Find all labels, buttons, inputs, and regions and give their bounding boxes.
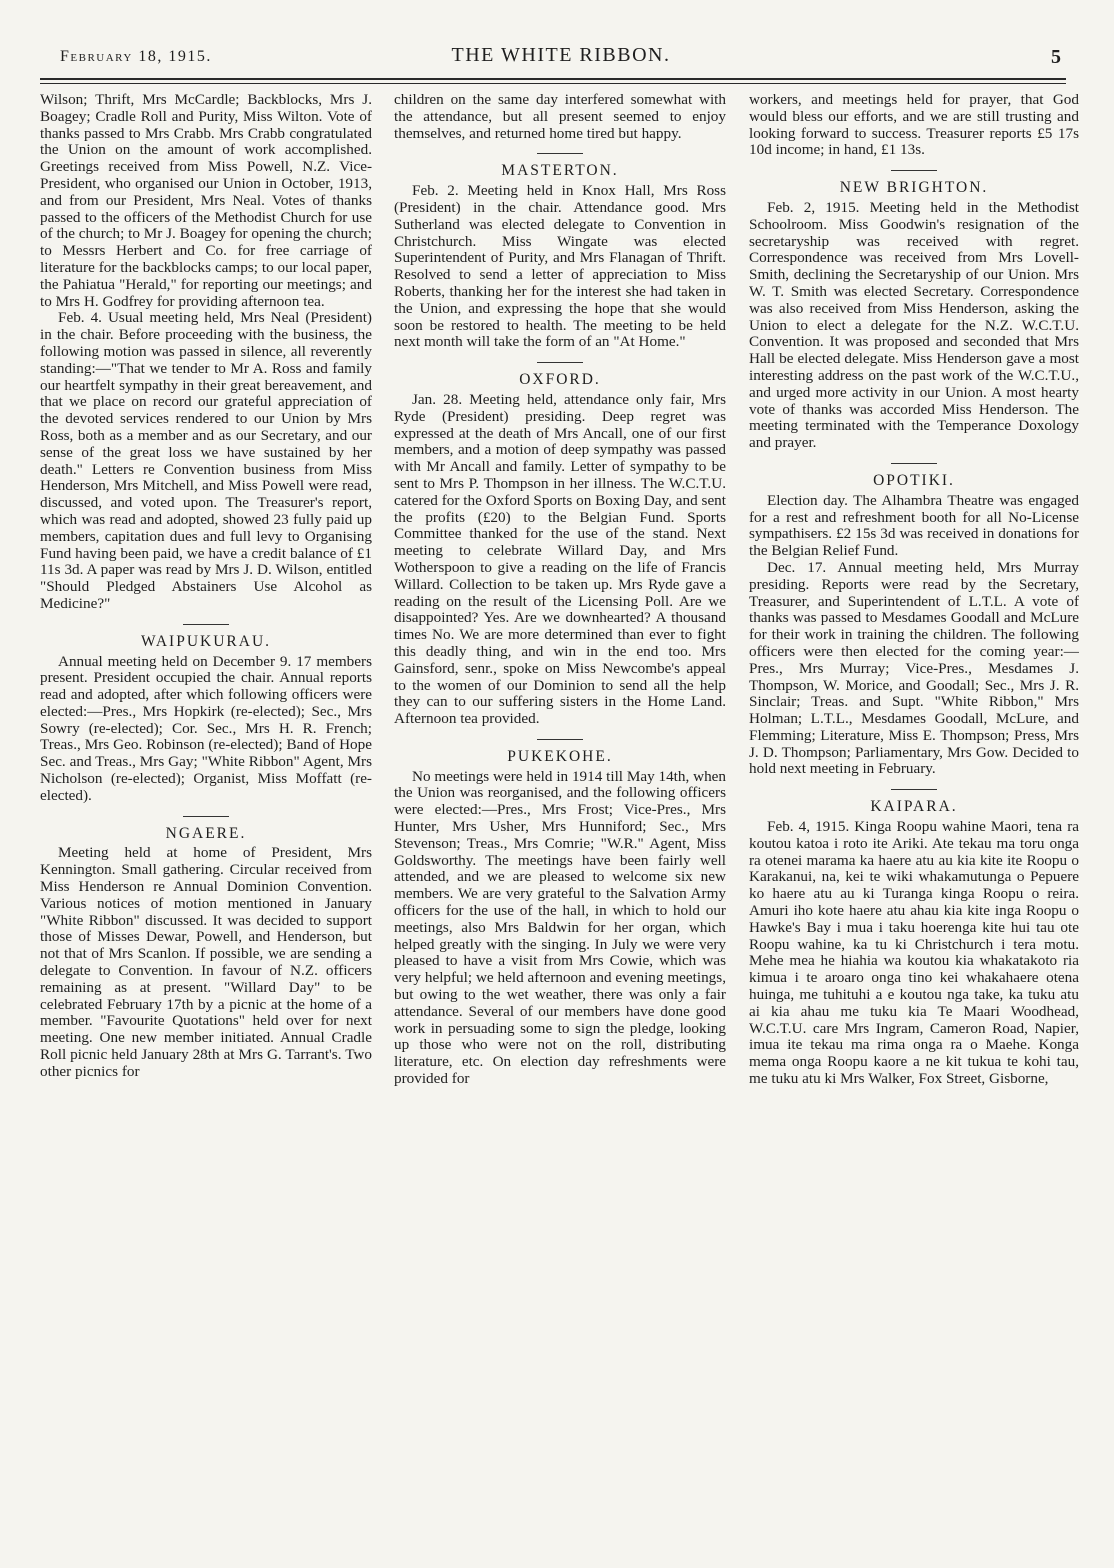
article-paragraph: Feb. 4. Usual meeting held, Mrs Neal (President) in the chair. Before proceeding with the business, the following motion was passed in silence, all reverently standing:—"That we tender to Mr A. Ross and family our heartfelt sympathy in their great bereavement, and that we place on record our grateful appreciation of the devoted services rendered to our Union by Mrs Ross, both as a member and as our Secretary, and our sense of the great loss we have sustained by her death." Letters re Convention business from Miss Henderson, Mrs Mitchell, and Miss Powell were read, discussed, and voted upon. The Treasurer's report, which was read and adopted, showed 23 fully paid up members, capitation dues and full levy to Organising Fund having been paid, we have a credit balance of £1 11s 3d. A paper was read by Mrs J. D. Wilson, entitled "Should Pledged Abstainers Use Alcohol as Medicine?" (40, 309, 372, 612)
column-1 (40, 92, 372, 1552)
article-paragraph: Feb. 2, 1915. Meeting held in the Methodist Schoolroom. Miss Goodwin's resignation of the secretaryship was received with regret. Correspondence was received from Mrs Lovell-Smith, declining the Secretaryship of our Union. Mrs W. T. Smith was elected Secretary. Correspondence was also received from Miss Henderson, asking the Union to elect a delegate for the N.Z. W.C.T.U. Convention. It was proposed and seconded that Mrs Hall be elected delegate. Miss Henderson gave a most interesting address on the past work of the W.C.T.U., and urged more activity in our Union. A most hearty vote of thanks was accorded Miss Henderson. The meeting terminated with the Temperance Doxology and prayer. (749, 198, 1079, 452)
masthead-title: THE WHITE RIBBON. (451, 44, 671, 66)
section-divider (891, 170, 937, 171)
section-heading: OPOTIKI. (873, 471, 955, 489)
column-2 (394, 92, 726, 1552)
issue-date: February 18, 1915. (60, 48, 212, 65)
page-number: 5 (1051, 46, 1062, 68)
article-paragraph: Dec. 17. Annual meeting held, Mrs Murray presiding. Reports were read by the Secretary, Treasurer, and Superintendent of L.T.L. A vote of thanks was passed to Mesdames Goodall and McLure for their work in training the children. The following officers were then elected for the coming year:—Pres., Mrs Murray; Vice-Pres., Mesdames J. Thompson, W. Morice, and Goodall; Sec., Mrs J. R. Sinclair; Treas. and Supt. "White Ribbon," Mrs Holman; L.T.L., Mesdames Goodall, McLure, and Flemming; Literature, Miss E. Thompson; Press, Mrs J. D. Thompson; Parliamentary, Mrs Gow. Decided to hold next meeting in February. (749, 558, 1079, 778)
section-divider (537, 153, 583, 154)
article-paragraph: Feb. 2. Meeting held in Knox Hall, Mrs Ross (President) in the chair. Attendance good. Mrs Sutherland was elected delegate to Convention in Christchurch. Miss Wingate was elected Superintendent of Purity, and Mrs Flanagan of Thrift. Resolved to send a letter of appreciation to Miss Roberts, thanking her for the interest she had taken in the Union, and expressing the hope that she would soon be restored to health. The meeting to be held next month will take the form of an "At Home." (394, 182, 726, 351)
section-divider (537, 362, 583, 363)
section-heading: NGAERE. (165, 824, 247, 842)
section-heading: PUKEKOHE. (507, 747, 613, 765)
article-paragraph: No meetings were held in 1914 till May 14th, when the Union was reorganised, and the following officers were elected:—Pres., Mrs Frost; Vice-Pres., Mrs Hunter, Mrs Usher, Mrs Hunniford; Sec., Mrs Stevenson; Treas., Mrs Comrie; "W.R." Agent, Miss Goldsworthy. The meetings have been fairly well attended, and we are pleased to welcome six new members. We are very grateful to the Salvation Army officers for the use of the hall, in which to hold our meetings, also Mrs Baldwin for her organ, which helped greatly with the singing. In July we were very pleased to have a visit from Mrs Cowie, which was very helpful; we held afternoon and evening meetings, but owing to the wet weather, there was only a fair attendance. Several of our members have done good work in persuading some to sign the pledge, looking up those who were not on the roll, distributing literature, etc. On election day refreshments were provided for (394, 767, 726, 1088)
header-rule-thin (40, 83, 1066, 84)
article-paragraph: Election day. The Alhambra Theatre was engaged for a rest and refreshment booth for all No-License sympathisers. £2 15s 3d was received in donations for the Belgian Relief Fund. (749, 491, 1079, 560)
article-paragraph: workers, and meetings held for prayer, that God would bless our efforts, and we are still trusting and looking forward to success. Treasurer reports £5 17s 10d income; in hand, £1 13s. (749, 92, 1079, 159)
page-header (60, 44, 1062, 72)
section-divider (891, 789, 937, 790)
section-divider (183, 624, 229, 625)
article-paragraph: Jan. 28. Meeting held, attendance only fair, Mrs Ryde (President) presiding. Deep regret was expressed at the death of Mrs Ancall, one of our first members, and a motion of deep sympathy was passed with Mr Ancall and family. Letter of sympathy to be sent to Mrs P. Thompson in her illness. The W.C.T.U. catered for the Oxford Sports on Boxing Day, and sent the profits (£20) to the Belgian Fund. Sports Committee thanked for the use of the stand. Next meeting to celebrate Willard Day, and Mrs Wotherspoon to give a reading on the life of Francis Willard. Collection to be taken up. Mrs Ryde gave a reading on the result of the Licensing Poll. Are we disappointed? Yes. Are we downhearted? A thousand times No. We are more determined than ever to fight this deadly thing, and win in the end too. Mrs Gainsford, senr., spoke on Miss Newcombe's appeal to the women of our Dominion to send all the help they can to our suffering sisters in the Home Land. Afternoon tea provided. (394, 390, 726, 728)
section-divider (183, 816, 229, 817)
section-heading: KAIPARA. (870, 798, 958, 816)
section-heading: MASTERTON. (501, 162, 619, 180)
article-paragraph: Meeting held at home of President, Mrs Kennington. Small gathering. Circular received from Miss Henderson re Annual Dominion Convention. Various notices of motion mentioned in January "White Ribbon" discussed. It was decided to support those of Misses Dewar, Powell, and Henderson, but not that of Mrs Scanlon. If possible, we are sending a delegate to Convention. In favour of N.Z. officers remaining as at present. "Willard Day" to be celebrated February 17th by a picnic at the home of a member. "Favourite Quotations" held over for next meeting. One new member initiated. Annual Cradle Roll picnic held January 28th at Mrs G. Tarrant's. Two other picnics for (40, 844, 372, 1080)
section-heading: WAIPUKURAU. (140, 632, 272, 650)
column-3 (749, 92, 1079, 1552)
article-paragraph: children on the same day interfered somewhat with the attendance, but all present seemed to enjoy themselves, and returned home tired but happy. (394, 92, 726, 142)
section-heading: OXFORD. (519, 371, 601, 389)
section-divider (537, 739, 583, 740)
header-rule-thick (40, 78, 1066, 80)
section-divider (891, 463, 937, 464)
section-heading: NEW BRIGHTON. (839, 179, 989, 197)
article-paragraph: Wilson; Thrift, Mrs McCardle; Backblocks, Mrs J. Boagey; Cradle Roll and Purity, Miss Wilton. Vote of thanks passed to Mrs Crabb. Mrs Crabb congratulated the Union on the amount of work accomplished. Greetings received from Miss Powell, N.Z. Vice-President, who organised our Union in October, 1913, and from our President, Mrs Neal. Votes of thanks passed to the officers of the Methodist Church for use of the church; to Mr J. Boagey for opening the church; to Messrs Herbert and Co. for free carriage of literature for the backblocks camps; to our local paper, the Pahiatua "Herald," for reporting our meetings; and to Mrs H. Godfrey for providing afternoon tea. (40, 92, 372, 310)
article-paragraph: Feb. 4, 1915. Kinga Roopu wahine Maori, tena ra koutou katoa i roto ite Ariki. Ate tekau ma toru onga ra otenei marama ka haere atu au kia kite ite Roopu o Karakanui, na, kei te wiki whakamutunga o Pepuere ko haere atu au ki Turanga kinga Roopu o reira. Amuri iho kote haere atu ahau kia kite inga Roopu o Hawke's Bay i mua i taku hoerenga kite hui tau ote Roopu wahine, ka tu ki Christchurch i tera motu. Mehe mea he hiahia wa koutou kia whakatakoto ria kimua i te aroaro onga tino kei whakahaere otena huinga, me tuhituhi a e koutou nga take, ka tuku atu ai kia ahau me tuku kia Te Maari Woodhead, W.C.T.U. care Mrs Ingram, Cameron Road, Napier, imua ite tekau ma rima onga ra o Maehe. Konga mema onga Roopu kaore a ne kit tukua te kohi tau, me tuku atu ki Mrs Walker, Fox Street, Gisborne, (749, 818, 1079, 1088)
article-paragraph: Annual meeting held on December 9. 17 members present. President occupied the chair. Annual reports read and adopted, after which following officers were elected:—Pres., Mrs Hopkirk (re-elected); Sec., Mrs Sowry (re-elected); Cor. Sec., Mrs H. R. French; Treas., Mrs Geo. Robinson (re-elected); Band of Hope Sec. and Treas., Mrs Gay; "White Ribbon" Agent, Mrs Nicholson (re-elected); Organist, Miss Moffatt (re-elected). (40, 652, 372, 804)
